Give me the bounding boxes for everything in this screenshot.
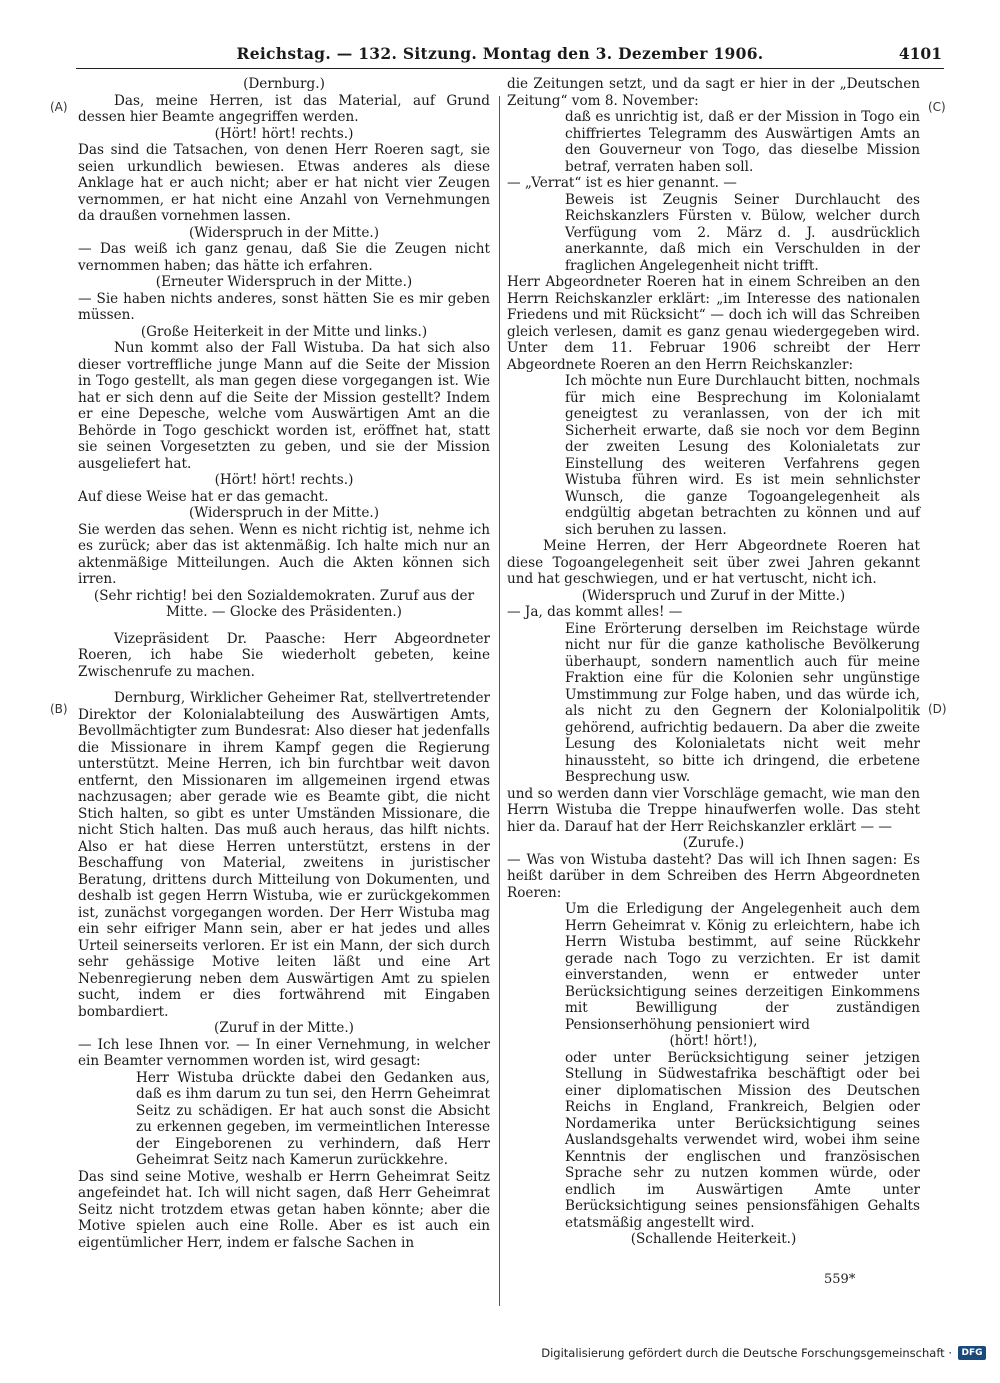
paragraph-gap [78, 680, 490, 690]
quoted-passage: daß es unrichtig ist, daß er der Mission in Togo ein chiffriertes Telegramm des Auswärtigen Amts an den Gouverneur von Togo, das dieselbe Mission betraf, verraten haben soll. [565, 109, 920, 175]
digitization-credit: Digitalisierung gefördert durch die Deutsche Forschungsgemeinschaft · [541, 1346, 952, 1360]
interjection: (Hört! hört! rechts.) [214, 125, 354, 142]
margin-label-a: (A) [50, 100, 68, 114]
interjection: (Widerspruch und Zuruf in der Mitte.) [581, 587, 846, 604]
quoted-passage: Beweis ist Zeugnis Seiner Durchlaucht des Reichskanzlers Fürsten v. Bülow, welcher durch Verfügung vom 2. März d. J. ausdrücklich anerkannte, daß mich ein Verschulden in der fraglichen Angelegenheit nicht trifft. [565, 191, 920, 274]
header-rule [76, 68, 944, 69]
quoted-passage: oder unter Berücksichtigung seiner jetzigen Stellung in Südwestafrika beschäftigt oder bei einer diplomatischen Mission des Deutschen Reichs in England, Frankreich, Belgien oder Nordamerika unter Berücksichtigung seines Auslandsgehalts verwendet wird, wobei ihm seine Kenntnis der englischen und französischen Sprache sehr zu nutzen kommen würde, oder endlich im Auswärtigen Amte unter Berücksichtigung seines pensionsfähigen Gehalts etatsmäßig angestellt wird. [565, 1049, 920, 1231]
paragraph: — Ich lese Ihnen vor. — In einer Vernehmung, in welcher ein Beamter vernommen worden ist, wird gesagt: [78, 1036, 490, 1069]
right-column [507, 76, 920, 1248]
paragraph-gap [78, 621, 490, 631]
running-title: Reichstag. — 132. Sitzung. Montag den 3. Dezember 1906. [236, 44, 764, 63]
signature-number: 559* [824, 1272, 856, 1287]
margin-label-c: (C) [928, 100, 946, 114]
left-column [78, 76, 490, 1251]
paragraph: Auf diese Weise hat er das gemacht. [78, 488, 329, 505]
interjection: (Sehr richtig! bei den Sozialdemokraten. Zuruf aus der Mitte. — Glocke des Präsidenten.) [93, 587, 475, 620]
paragraph: und so werden dann vier Vorschläge gemacht, wie man den Herrn Wistuba die Treppe hinaufwerfen wolle. Das steht hier da. Darauf hat der Herr Reichskanzler erklärt — — [507, 785, 920, 835]
paragraph: Das sind die Tatsachen, von denen Herr Roeren sagt, sie seien urkundlich bewiesen. Etwas anderes als diese Anklage hat er auch nicht; aber er hat nicht vier Zeugen vernommen, er hat nicht eine Anzahl von Vernehmungen da draußen vornehmen lassen. [78, 142, 490, 224]
paragraph: Vizepräsident Dr. Paasche: Herr Abgeordneter Roeren, ich habe Sie wiederholt gebeten, keine Zwischenrufe zu machen. [78, 630, 490, 680]
paragraph: Sie werden das sehen. Wenn es nicht richtig ist, nehme ich es zurück; aber das ist aktenmäßig. Ich halte mich nur an aktenmäßige Mitteilungen. Auch die Akten können sich irren. [78, 521, 490, 587]
interjection: (Dernburg.) [243, 76, 325, 92]
paragraph: Nun kommt also der Fall Wistuba. Da hat sich also dieser vortreffliche junge Mann auf die Seite der Mission in Togo gestellt, als man gegen diese vorgegangen ist. Wie hat er sich denn auf die Seite der Mission gestellt? Indem er eine Depesche, welche vom Auswärtigen Amt an die Behörde in Togo geschickt worden ist, eröffnet hat, statt sie seinen Vorgesetzten zu geben, und sie der Mission ausgeliefert hat. [78, 340, 490, 472]
quoted-passage: Herr Wistuba drückte dabei den Gedanken aus, daß es ihm darum zu tun sei, den Herrn Geheimrat Seitz zu schädigen. Er hat auch sonst die Absicht zu erkennen gegeben, im vermeintlichen Interesse der Eingeborenen zu verhindern, daß Herr Geheimrat Seitz nach Kamerun zurückkehre. [136, 1069, 490, 1168]
margin-label-b: (B) [50, 702, 68, 716]
page-number: 4101 [898, 44, 942, 63]
paragraph: Das sind seine Motive, weshalb er Herrn Geheimrat Seitz angefeindet hat. Ich will nicht sagen, daß Herr Geheimrat Seitz nicht trotzdem etwas getan haben könnte; aber die Motive spielen auch eine Rolle. Aber es ist auch ein eigentümlicher Herr, indem er falsche Sachen in [78, 1168, 490, 1251]
footer [541, 1346, 986, 1360]
paragraph: — Was von Wistuba dasteht? Das will ich Ihnen sagen: Es heißt darüber in dem Schreiben des Herrn Abgeordneten Roeren: [507, 851, 920, 901]
interjection: (Zurufe.) [682, 835, 745, 851]
interjection: (Widerspruch in der Mitte.) [188, 224, 380, 241]
paragraph: Dernburg, Wirklicher Geheimer Rat, stellvertretender Direktor der Kolonialabteilung des Auswärtigen Amts, Bevollmächtigter zum Bundesrat: Also dieser hat jedenfalls die Missionare in ihrem Kampf gegen die Regierung unterstützt. Meine Herren, ich bin furchtbar weit davon entfernt, den Missionaren im allgemeinen irgend etwas nachzusagen; aber gerade wie es Beamte gibt, die nicht Stich halten, so gibt es unter Umständen Missionare, die nicht Stich halten. Das muß auch heraus, das hilft nichts. Also er hat diese Herren unterstützt, erstens in der Beschaffung von Material, zweitens in juristischer Beratung, drittens durch Mitteilung von Dokumenten, und deshalb ist gegen Herrn Wistuba, wie er zurückgekommen ist, zunächst vorgegangen worden. Der Herr Wistuba mag ein sehr eifriger Mann sein, aber er hat jedes und alles Urteil seinerseits verloren. Er ist ein Mann, der sich durch sehr gehässige Motive leiten läßt und eine Art Nebenregierung neben dem Auswärtigen Amt zu spielen sucht, indem er dies fortwährend mit Eingaben bombardiert. [78, 690, 490, 1020]
paragraph: — Das weiß ich ganz genau, daß Sie die Zeugen nicht vernommen haben; das hätte ich erfahren. [78, 241, 490, 274]
interjection: (hört! hört!), [669, 1033, 758, 1049]
dfg-logo: DFG [958, 1346, 986, 1360]
interjection: (Schallende Heiterkeit.) [630, 1231, 797, 1247]
quoted-passage: Um die Erledigung der Angelegenheit auch dem Herrn Geheimrat v. König zu erleichtern, habe ich Herrn Wistuba bestimmt, auf seine Rückkehr gerade nach Togo zu verzichten. Er ist damit einverstanden, wenn er entweder unter Berücksichtigung seines derzeitigen Einkommens mit Bewilligung der zuständigen Pensionserhöhung pensioniert wird [565, 901, 920, 1033]
interjection: (Erneuter Widerspruch in der Mitte.) [155, 274, 413, 290]
interjection: (Hört! hört! rechts.) [214, 472, 354, 488]
interjection: (Große Heiterkeit in der Mitte und links.) [140, 323, 428, 340]
quoted-passage: Eine Erörterung derselben im Reichstage würde nicht nur für die ganze katholische Bevölkerung überhaupt, sondern namentlich auch für meine Fraktion eine für die Kolonien sehr ungünstige Umstimmung zur Folge haben, und das würde ich, als nicht zu den Gegnern der Kolonialpolitik gehörend, aufrichtig bedauern. Da aber die zweite Lesung des Kolonialetats nicht weit mehr hinaussteht, so bitte ich dringend, die erbetene Besprechung usw. [565, 620, 920, 785]
paragraph: die Zeitungen setzt, und da sagt er hier in der „Deutschen Zeitung“ vom 8. November: [507, 76, 920, 109]
interjection: (Widerspruch in der Mitte.) [188, 505, 380, 521]
paragraph: — „Verrat“ ist es hier genannt. — [507, 175, 737, 191]
paragraph: — Sie haben nichts anderes, sonst hätten Sie es mir geben müssen. [78, 290, 490, 323]
page-header [0, 44, 1000, 70]
interjection: (Zuruf in der Mitte.) [214, 1020, 354, 1036]
paragraph: Meine Herren, der Herr Abgeordnete Roeren hat diese Togoangelegenheit seit über zwei Jahren gekannt und hat geschwiegen, und er hat vertuscht, nicht ich. [507, 538, 920, 587]
quoted-passage: Ich möchte nun Eure Durchlaucht bitten, nochmals für mich eine Besprechung im Kolonialamt geneigtest zu veranlassen, von der ich mit Sicherheit erwarte, daß sie noch vor dem Beginn der zweiten Lesung des Kolonialetats zur Einstellung des weiteren Verfahrens gegen Wistuba führen wird. Es ist mein sehnlichster Wunsch, die ganze Togoangelegenheit als endgültig abgetan betrachten zu können und auf sich beruhen zu lassen. [565, 373, 920, 538]
paragraph: Das, meine Herren, ist das Material, auf Grund dessen hier Beamte angegriffen werden. [78, 92, 490, 125]
paragraph: Herr Abgeordneter Roeren hat in einem Schreiben an den Herrn Reichskanzler erklärt: „im Interesse des nationalen Friedens und mit Rücksicht“ — doch ich will das Schreiben gleich verlesen, damit es ganz genau wiedergegeben wird. Unter dem 11. Februar 1906 schreibt der Herr Abgeordnete Roeren an den Herrn Reichskanzler: [507, 274, 920, 373]
paragraph: — Ja, das kommt alles! — [507, 604, 683, 620]
margin-label-d: (D) [928, 702, 947, 716]
column-divider [499, 96, 500, 1306]
